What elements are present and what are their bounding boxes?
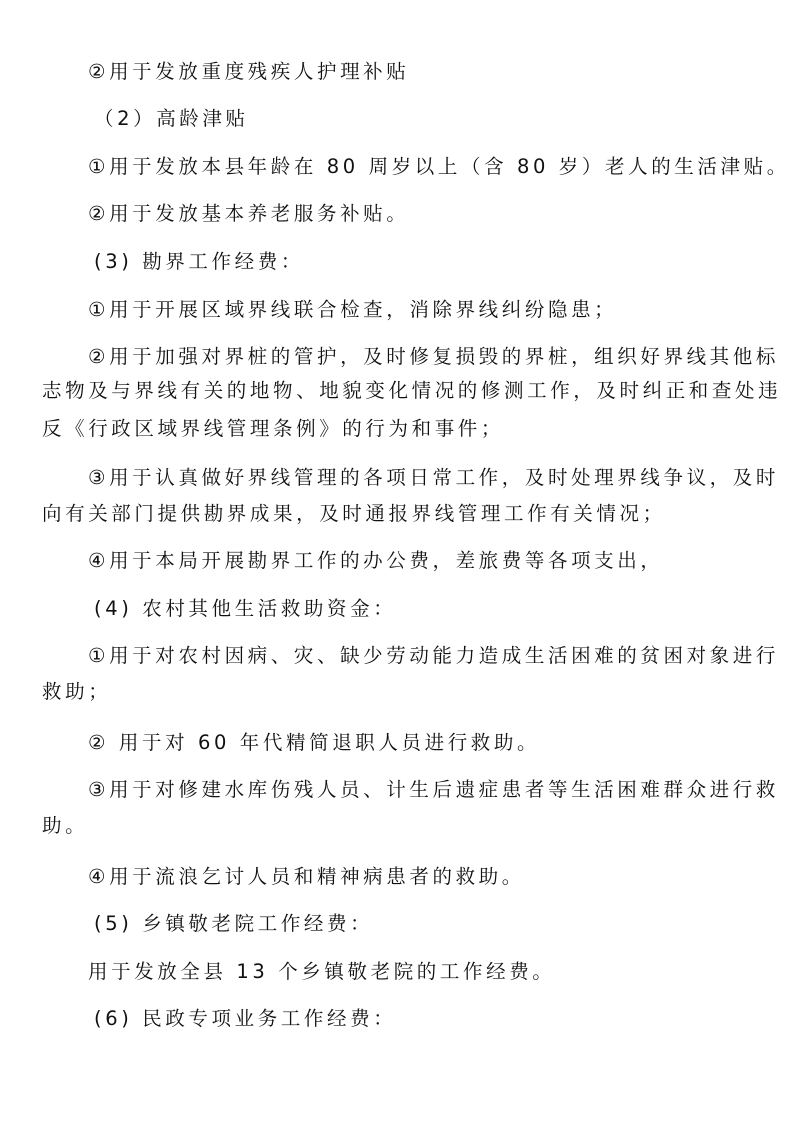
text-line: ①用于对农村因病、灾、缺少劳动能力造成生活困难的贫困对象进行 <box>88 644 779 667</box>
section-heading: (3) 勘界工作经费： <box>94 250 304 273</box>
text-line: ②用于加强对界桩的管护，及时修复损毁的界桩，组织好界线其他标 <box>88 345 779 368</box>
text-line: ②用于发放基本养老服务补贴。 <box>88 202 410 225</box>
text-line: ② 用于对 60 年代精简退职人员进行救助。 <box>88 731 541 754</box>
text-line: 助。 <box>42 814 89 837</box>
text-line: ③用于对修建水库伤残人员、计生后遗症患者等生活困难群众进行救 <box>88 778 779 801</box>
text-line: 志物及与界线有关的地物、地貌变化情况的修测工作，及时纠正和查处违 <box>42 379 782 402</box>
text-line: ①用于发放本县年龄在 80 周岁以上（含 80 岁）老人的生活津贴。 <box>88 155 790 178</box>
text-line: ④用于本局开展勘界工作的办公费，差旅费等各项支出， <box>88 549 664 572</box>
text-line: 用于发放全县 13 个乡镇敬老院的工作经费。 <box>88 960 556 983</box>
text-line: ①用于开展区域界线联合检查，消除界线纠纷隐患； <box>88 298 618 321</box>
text-line: ②用于发放重度残疾人护理补贴 <box>88 60 410 83</box>
section-heading: (6) 民政专项业务工作经费： <box>94 1007 397 1030</box>
section-heading: （2）高龄津贴 <box>94 107 249 130</box>
text-line: 救助； <box>42 680 112 703</box>
text-line: ④用于流浪乞讨人员和精神病患者的救助。 <box>88 865 525 888</box>
text-line: 向有关部门提供勘界成果，及时通报界线管理工作有关情况； <box>42 502 666 525</box>
text-line: 反《行政区域界线管理条例》的行为和事件； <box>42 417 505 440</box>
section-heading: (4) 农村其他生活救助资金： <box>94 597 397 620</box>
text-line: ③用于认真做好界线管理的各项日常工作，及时处理界线争议，及时 <box>88 466 779 489</box>
section-heading: (5) 乡镇敬老院工作经费： <box>94 912 374 935</box>
